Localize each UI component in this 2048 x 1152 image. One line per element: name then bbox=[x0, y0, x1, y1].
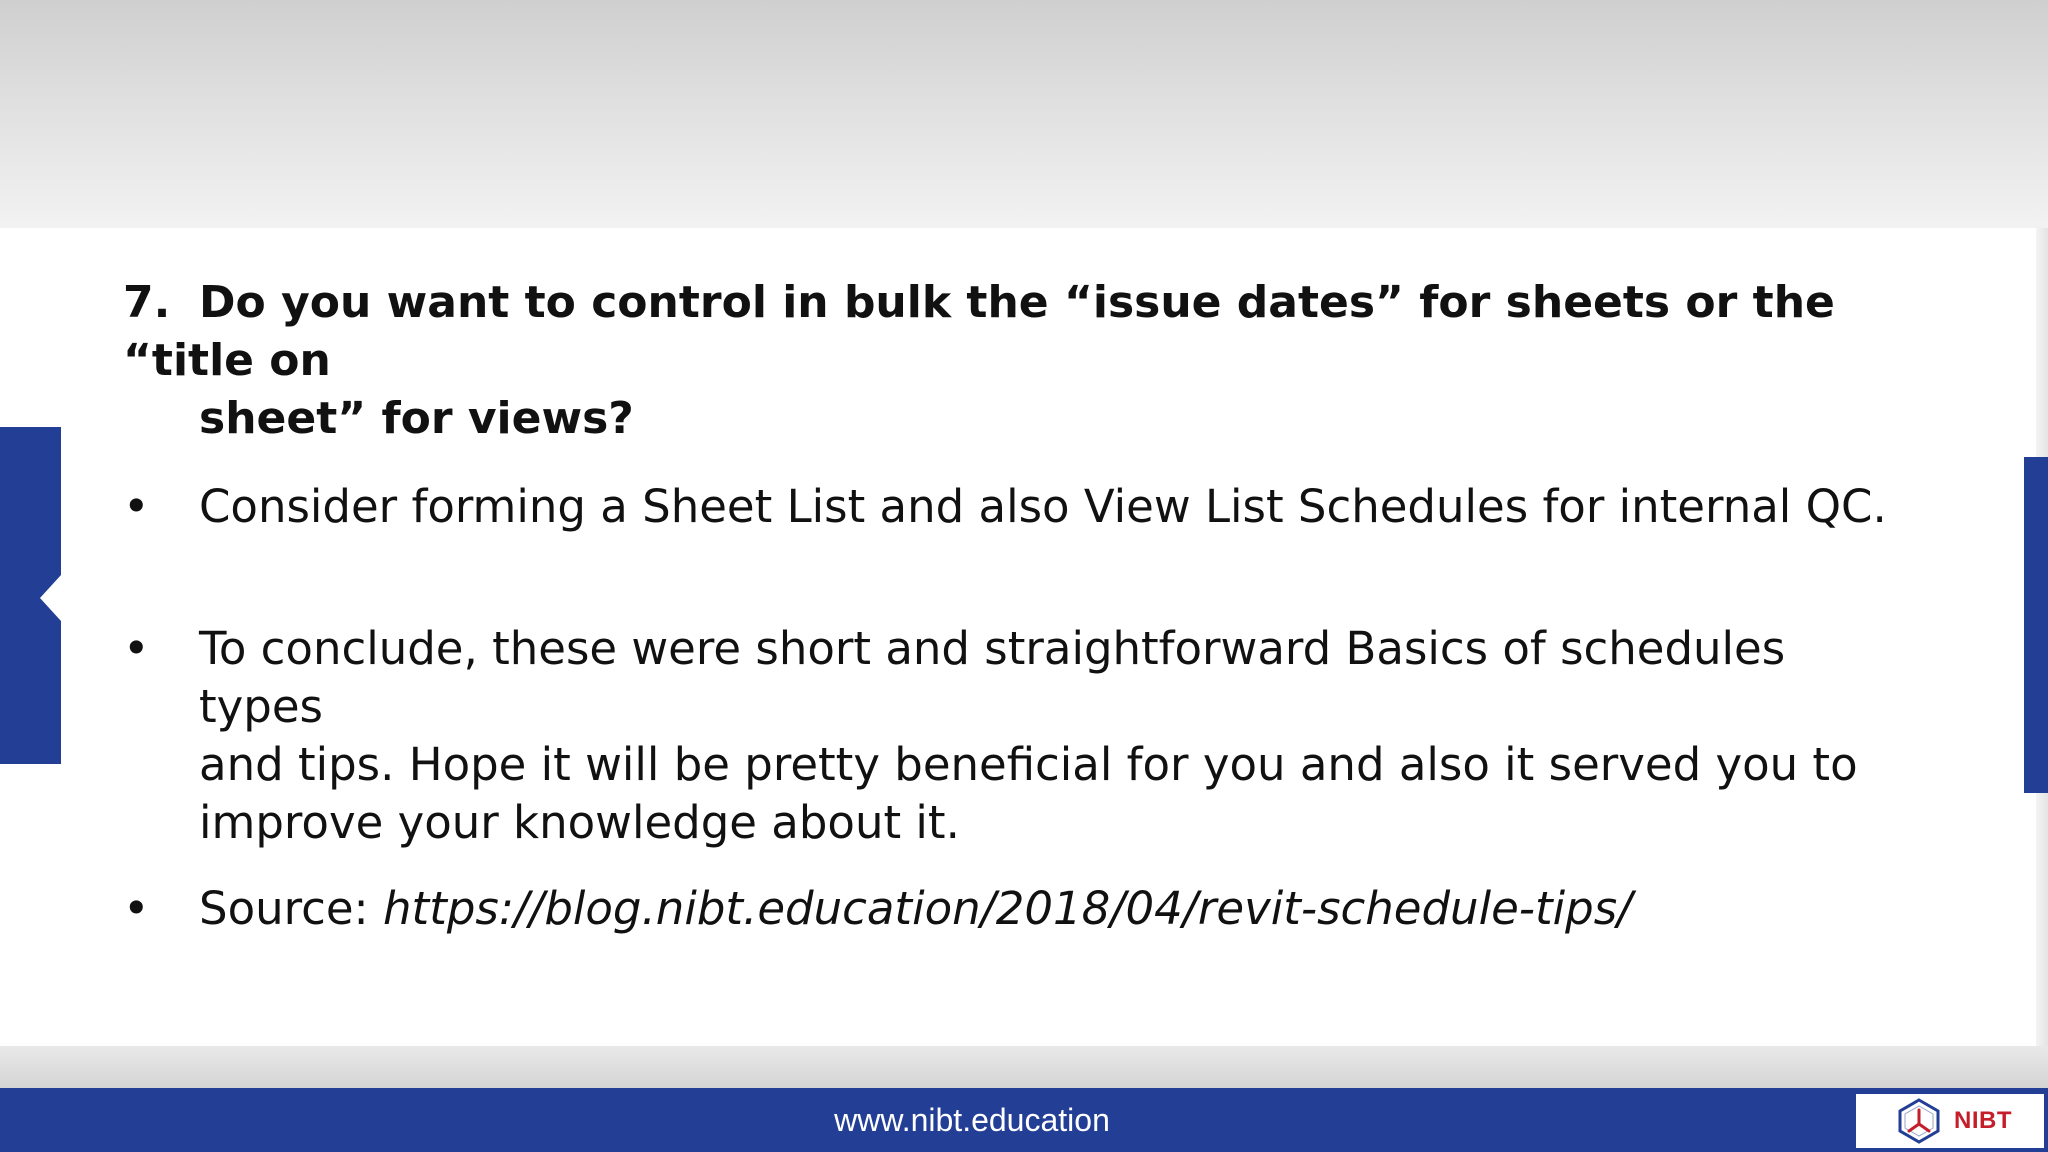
left-accent-notch bbox=[40, 575, 61, 621]
bullet-item-conclusion bbox=[123, 620, 1923, 852]
bullet-marker: • bbox=[123, 480, 150, 533]
bullet-item-source bbox=[123, 880, 1923, 938]
heading-number: 7. bbox=[123, 277, 171, 328]
nibt-logo bbox=[1856, 1094, 2044, 1148]
bottom-gradient-band bbox=[0, 1046, 2048, 1088]
bullet-marker: • bbox=[123, 622, 150, 675]
nibt-shield-icon bbox=[1896, 1098, 1942, 1144]
logo-text: NIBT bbox=[1954, 1107, 2012, 1134]
slide-heading bbox=[123, 274, 1903, 448]
top-gradient-band bbox=[0, 0, 2048, 228]
right-accent-bar bbox=[2024, 457, 2048, 793]
bullet-item-sheet-list bbox=[123, 478, 1923, 536]
bullet-text-line-3: improve your knowledge about it. bbox=[199, 796, 960, 849]
source-line bbox=[123, 880, 1923, 938]
footer-bar bbox=[0, 1088, 2048, 1152]
footer-website-link[interactable]: www.nibt.education bbox=[834, 1102, 1110, 1138]
bullet-text-line-2: and tips. Hope it will be pretty beneficial for you and also it served you to bbox=[199, 738, 1858, 791]
bullet-text-line-1: To conclude, these were short and straightforward Basics of schedules types bbox=[199, 622, 1786, 733]
heading-line-2: sheet” for views? bbox=[199, 393, 634, 444]
source-url-link[interactable]: https://blog.nibt.education/2018/04/revit-schedule-tips/ bbox=[383, 882, 1633, 935]
source-label: Source: bbox=[199, 882, 384, 935]
heading-line-1: Do you want to control in bulk the “issue dates” for sheets or the “title on bbox=[123, 277, 1835, 386]
bullet-text: Consider forming a Sheet List and also View List Schedules for internal QC. bbox=[199, 480, 1887, 533]
bullet-marker: • bbox=[123, 882, 150, 935]
